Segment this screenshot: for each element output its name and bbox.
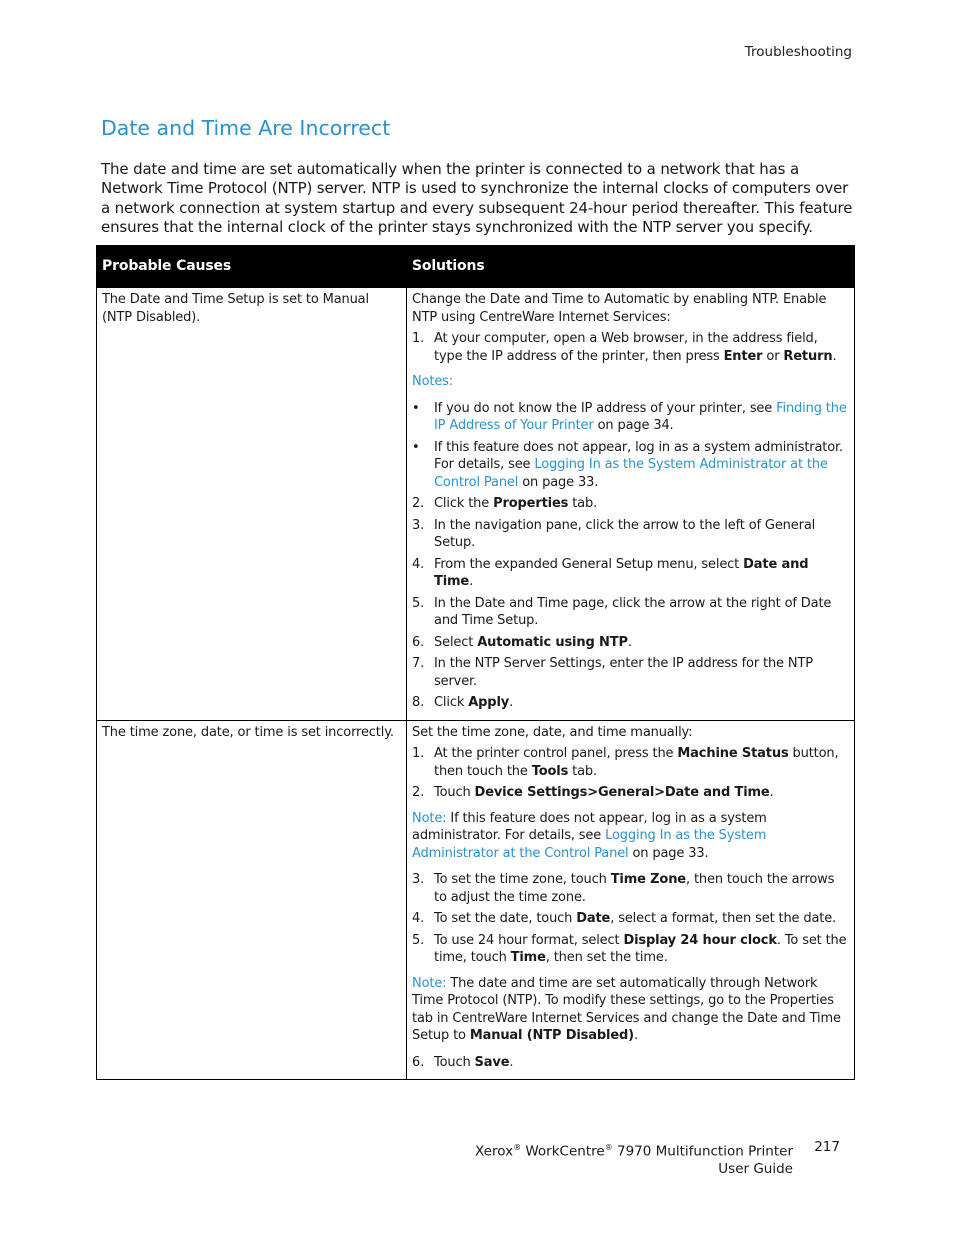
note-text: If you do not know the IP address of your printer, see bbox=[434, 400, 777, 416]
solution-intro: Change the Date and Time to Automatic by enabling NTP. Enable NTP using CentreWare Internet Services: bbox=[412, 292, 827, 325]
step-text: . bbox=[469, 574, 474, 589]
step-item bbox=[412, 330, 850, 365]
step-item bbox=[412, 745, 850, 780]
step-text: . To set the time, touch bbox=[434, 932, 847, 965]
step-text: Touch bbox=[434, 785, 475, 800]
step-text: . bbox=[509, 1054, 514, 1070]
step-number: 5. bbox=[412, 932, 425, 948]
step-number: 3. bbox=[412, 872, 425, 887]
bullet-icon: • bbox=[412, 439, 420, 455]
step-text: . bbox=[832, 348, 837, 364]
step-bold: Date and Time bbox=[434, 556, 809, 589]
step-number: 6. bbox=[412, 1054, 425, 1070]
step-number: 1. bbox=[412, 746, 425, 761]
step-bold: Apply bbox=[468, 695, 510, 710]
running-header: Troubleshooting bbox=[744, 44, 852, 60]
product-model: 7970 Multifunction Printer bbox=[612, 1143, 793, 1160]
step-text: To set the date, touch bbox=[434, 911, 577, 926]
step-item bbox=[412, 655, 850, 690]
step-text: At your computer, open a Web browser, in the address field, type the IP address of the printer, then press bbox=[434, 331, 818, 364]
cause-cell bbox=[97, 288, 407, 721]
step-text: In the navigation pane, click the arrow to the left of General Setup. bbox=[434, 517, 816, 550]
link-logging-in-admin[interactable]: Logging In as the System Administrator at the Control Panel bbox=[434, 457, 828, 490]
step-text: tab. bbox=[568, 496, 598, 511]
solution-cell bbox=[407, 288, 855, 721]
step-text: To set the time zone, touch bbox=[434, 872, 611, 887]
step-bold: Time bbox=[510, 950, 546, 965]
note-paragraph bbox=[412, 975, 850, 1045]
step-bold: Display 24 hour clock bbox=[623, 932, 777, 948]
step-bold: Enter bbox=[723, 348, 763, 364]
step-bold: Machine Status bbox=[677, 746, 789, 761]
step-bold: Save bbox=[474, 1054, 510, 1070]
step-text: Touch bbox=[434, 1054, 475, 1070]
registered-mark: ® bbox=[604, 1143, 613, 1152]
step-bold: Device Settings>General>Date and Time bbox=[474, 785, 770, 800]
step-text: , then touch the arrows to adjust the time zone. bbox=[434, 872, 835, 905]
page-number: 217 bbox=[814, 1139, 840, 1155]
intro-paragraph: The date and time are set automatically when the printer is connected to a network that has a Network Time Protocol (NTP) server. NTP is used to synchronize the internal clocks of computers over a network connection at system startup and every subsequent 24-hour period thereafter. This feature ensures that the internal clock of the printer stays synchronized with the NTP server you specify. bbox=[101, 160, 853, 236]
step-text: . bbox=[627, 634, 632, 650]
step-text: . bbox=[509, 695, 514, 710]
note-label: Note: bbox=[412, 810, 447, 826]
step-item bbox=[412, 634, 850, 652]
step-text: , select a format, then set the date. bbox=[610, 911, 837, 926]
header-solutions: Solutions bbox=[407, 246, 855, 288]
table-row bbox=[97, 288, 855, 721]
step-text: Select bbox=[434, 634, 478, 650]
cause-text: The time zone, date, or time is set incorrectly. bbox=[102, 724, 394, 740]
cause-cell bbox=[97, 720, 407, 1080]
brand-name: Xerox bbox=[475, 1143, 514, 1160]
step-text: To use 24 hour format, select bbox=[434, 932, 624, 948]
step-text: In the NTP Server Settings, enter the IP address for the NTP server. bbox=[434, 656, 813, 689]
step-item bbox=[412, 910, 850, 928]
note-bold: Manual (NTP Disabled) bbox=[469, 1028, 634, 1043]
step-text: , then set the time. bbox=[545, 950, 668, 965]
note-label: Note: bbox=[412, 975, 447, 991]
table-row bbox=[97, 720, 855, 1080]
table-header-row bbox=[97, 246, 855, 288]
step-text: Click bbox=[434, 695, 469, 710]
link-finding-ip-address[interactable]: Finding the IP Address of Your Printer bbox=[434, 400, 847, 433]
steps-list bbox=[412, 871, 850, 967]
step-number: 2. bbox=[412, 496, 425, 511]
step-bold: Return bbox=[783, 348, 833, 364]
step-text: Click the bbox=[434, 496, 494, 511]
guide-name: User Guide bbox=[718, 1161, 793, 1177]
note-item bbox=[412, 439, 850, 492]
solution-intro: Set the time zone, date, and time manually: bbox=[412, 724, 693, 740]
step-number: 4. bbox=[412, 556, 425, 572]
note-paragraph bbox=[412, 810, 850, 863]
step-number: 3. bbox=[412, 517, 425, 533]
step-number: 5. bbox=[412, 595, 425, 611]
step-item bbox=[412, 517, 850, 552]
step-bold: Automatic using NTP bbox=[477, 634, 628, 650]
note-text: The date and time are set automatically through Network Time Protocol (NTP). To modify these settings, go to the Properties tab in CentreWare Internet Services and change the Date and Time Setup to bbox=[412, 975, 841, 1043]
note-text: If this feature does not appear, log in as a system administrator. For details, see bbox=[434, 439, 844, 472]
step-item bbox=[412, 1054, 850, 1072]
note-text: on page 33. bbox=[518, 474, 599, 490]
step-text: . bbox=[769, 785, 774, 800]
steps-list bbox=[412, 495, 850, 712]
header-probable-causes: Probable Causes bbox=[97, 246, 407, 288]
note-text: on page 34. bbox=[593, 418, 674, 433]
note-text: . bbox=[633, 1028, 638, 1043]
step-bold: Date bbox=[576, 911, 611, 926]
step-text: tab. bbox=[568, 763, 598, 779]
steps-list bbox=[412, 1054, 850, 1072]
step-bold: Time Zone bbox=[610, 872, 686, 887]
step-number: 1. bbox=[412, 331, 425, 346]
step-number: 7. bbox=[412, 656, 425, 671]
step-number: 2. bbox=[412, 785, 425, 800]
step-text: From the expanded General Setup menu, select bbox=[434, 556, 744, 572]
step-number: 4. bbox=[412, 911, 425, 926]
troubleshooting-table bbox=[96, 245, 855, 1080]
step-text: At the printer control panel, press the bbox=[434, 746, 678, 761]
steps-list bbox=[412, 745, 850, 802]
step-item bbox=[412, 932, 850, 967]
step-text: or bbox=[762, 348, 784, 364]
step-number: 8. bbox=[412, 695, 425, 710]
cause-text: The Date and Time Setup is set to Manual (NTP Disabled). bbox=[102, 292, 369, 325]
step-item bbox=[412, 495, 850, 513]
note-text: on page 33. bbox=[628, 845, 709, 861]
link-logging-in-admin[interactable]: Logging In as the System Administrator at the Control Panel bbox=[412, 828, 767, 861]
bullet-icon: • bbox=[412, 400, 420, 416]
section-title: Date and Time Are Incorrect bbox=[101, 116, 391, 140]
step-item bbox=[412, 556, 850, 591]
step-bold: Properties bbox=[493, 496, 569, 511]
note-item bbox=[412, 400, 850, 435]
step-item bbox=[412, 871, 850, 906]
step-text: In the Date and Time page, click the arrow at the right of Date and Time Setup. bbox=[434, 595, 832, 628]
notes-label: Notes: bbox=[412, 374, 454, 389]
notes-list bbox=[412, 400, 850, 492]
step-bold: Tools bbox=[531, 763, 569, 779]
note-text: If this feature does not appear, log in as a system administrator. For details, see bbox=[412, 810, 767, 843]
step-item bbox=[412, 784, 850, 802]
solution-cell bbox=[407, 720, 855, 1080]
step-number: 6. bbox=[412, 634, 425, 650]
step-item bbox=[412, 694, 850, 712]
product-name bbox=[475, 1139, 793, 1179]
step-item bbox=[412, 595, 850, 630]
registered-mark: ® bbox=[513, 1143, 522, 1152]
step-text: button, then touch the bbox=[434, 746, 839, 779]
product-line: WorkCentre bbox=[521, 1143, 605, 1160]
steps-list bbox=[412, 330, 850, 365]
